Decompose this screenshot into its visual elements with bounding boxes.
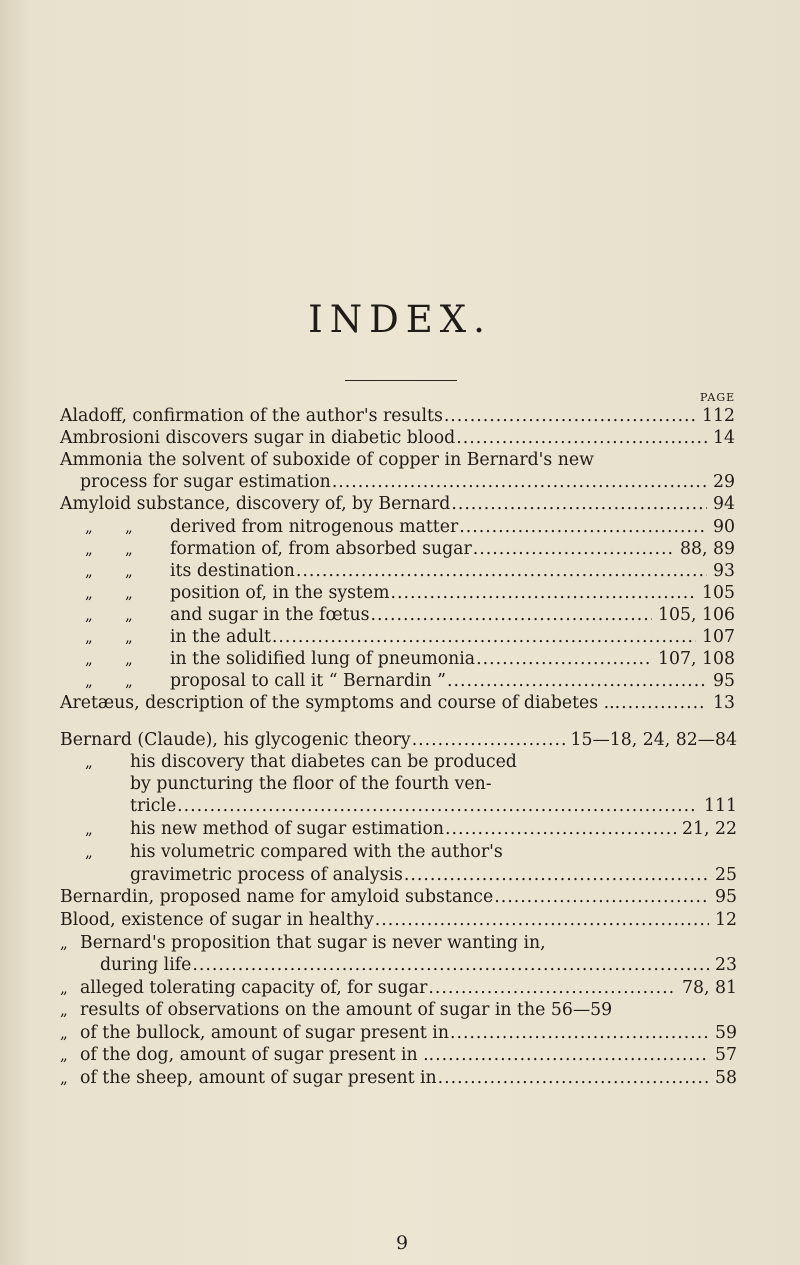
- entry-page-number: 107, 108: [658, 649, 735, 669]
- index-entry: [170, 560, 735, 582]
- dot-leader: [435, 1044, 709, 1066]
- dot-leader: [192, 954, 709, 976]
- index-entry: [60, 886, 737, 908]
- entry-text: in the solidified lung of pneumonia: [170, 649, 476, 669]
- entry-text: Bernardin, proposed name for amyloid substance: [60, 887, 494, 907]
- entry-text: during life: [100, 955, 192, 975]
- index-entry: [80, 1022, 737, 1044]
- ditto-mark: „: [85, 540, 93, 558]
- dot-leader: [621, 692, 707, 714]
- entry-text: Bernard (Claude), his glycogenic theory: [60, 730, 411, 750]
- ditto-mark: „: [85, 562, 93, 580]
- ditto-mark: „: [60, 1046, 68, 1064]
- ditto-mark: „: [85, 820, 93, 838]
- index-entry: [80, 999, 737, 1021]
- entry-text: results of observations on the amount of sugar in the 56—59: [80, 1000, 613, 1020]
- entry-page-number: 15—18, 24, 82—84: [570, 730, 737, 750]
- index-entry: [130, 795, 737, 817]
- dot-leader: [473, 538, 674, 560]
- entry-text: his discovery that diabetes can be produced: [130, 752, 517, 772]
- entry-text: Bernard's proposition that sugar is never wanting in,: [80, 933, 546, 953]
- index-entry: [80, 977, 737, 999]
- dot-leader: [494, 886, 709, 908]
- entry-page-number: 107: [702, 627, 735, 647]
- entry-text: alleged tolerating capacity of, for sugar: [80, 978, 428, 998]
- entry-page-number: 88, 89: [680, 539, 735, 559]
- index-entry: [80, 1067, 737, 1089]
- entry-text: by puncturing the floor of the fourth ven-: [130, 774, 492, 794]
- entry-text: of the bullock, amount of sugar present in: [80, 1023, 449, 1043]
- ditto-mark: „: [60, 1001, 68, 1019]
- index-entry: [170, 626, 735, 648]
- entry-text: in the adult: [170, 627, 271, 647]
- index-entry: [60, 692, 735, 714]
- ditto-mark: „: [125, 518, 133, 536]
- dot-leader: [375, 909, 709, 931]
- ditto-mark: „: [125, 584, 133, 602]
- entry-text: gravimetric process of analysis: [130, 865, 403, 885]
- entry-page-number: 58: [715, 1068, 737, 1088]
- ditto-mark: „: [85, 650, 93, 668]
- entry-page-number: 93: [713, 561, 735, 581]
- entry-text: proposal to call it “ Bernardin ”: [170, 671, 446, 691]
- entry-page-number: 90: [713, 517, 735, 537]
- entry-page-number: 112: [702, 406, 735, 426]
- ditto-mark: „: [125, 628, 133, 646]
- entry-text: tricle: [130, 796, 177, 816]
- dot-leader: [428, 977, 676, 999]
- ditto-mark: „: [125, 650, 133, 668]
- dot-leader: [451, 493, 707, 515]
- entry-text: his volumetric compared with the author's: [130, 842, 503, 862]
- index-entry: [60, 427, 735, 449]
- entry-page-number: 12: [715, 910, 737, 930]
- entry-page-number: 105, 106: [658, 605, 735, 625]
- dot-leader: [444, 405, 696, 427]
- entry-page-number: 95: [715, 887, 737, 907]
- index-entry: [60, 405, 735, 427]
- entry-page-number: 25: [715, 865, 737, 885]
- index-entry: [170, 670, 735, 692]
- entry-text: of the dog, amount of sugar present in ..: [80, 1045, 435, 1065]
- ditto-mark: „: [125, 606, 133, 624]
- ditto-mark: „: [85, 584, 93, 602]
- dot-leader: [272, 626, 696, 648]
- index-entry: [130, 773, 737, 795]
- entry-text: of the sheep, amount of sugar present in: [80, 1068, 437, 1088]
- dot-leader: [296, 560, 707, 582]
- entry-text: formation of, from absorbed sugar: [170, 539, 472, 559]
- ditto-mark: „: [85, 628, 93, 646]
- entry-text: Ambrosioni discovers sugar in diabetic blood: [60, 428, 456, 448]
- dot-leader: [332, 471, 707, 493]
- dot-leader: [438, 1067, 709, 1089]
- entry-page-number: 95: [713, 671, 735, 691]
- entry-page-number: 94: [713, 494, 735, 514]
- index-entry: [100, 954, 737, 976]
- index-entry: [170, 538, 735, 560]
- page-column-heading: PAGE: [700, 391, 736, 404]
- index-entry: [60, 729, 737, 751]
- entry-page-number: 59: [715, 1023, 737, 1043]
- index-entry: [170, 516, 735, 538]
- entry-text: process for sugar estimation: [80, 472, 331, 492]
- entry-text: position of, in the system: [170, 583, 390, 603]
- index-entry: [170, 604, 735, 626]
- index-entry: [170, 648, 735, 670]
- dot-leader: [476, 648, 652, 670]
- entry-page-number: 29: [713, 472, 735, 492]
- dot-leader: [391, 582, 696, 604]
- dot-leader: [177, 795, 698, 817]
- index-entry: [60, 449, 735, 471]
- index-entry: [130, 841, 737, 863]
- entry-page-number: 21, 22: [682, 819, 737, 839]
- title-rule: [345, 380, 457, 381]
- ditto-mark: „: [85, 753, 93, 771]
- entry-page-number: 78, 81: [682, 978, 737, 998]
- entry-text: derived from nitrogenous matter: [170, 517, 459, 537]
- entry-text: Ammonia the solvent of suboxide of copper in Bernard's new: [60, 450, 594, 470]
- ditto-mark: „: [125, 540, 133, 558]
- entry-text: his new method of sugar estimation: [130, 819, 444, 839]
- entry-text: and sugar in the fœtus: [170, 605, 370, 625]
- dot-leader: [404, 864, 709, 886]
- ditto-mark: „: [60, 934, 68, 952]
- dot-leader: [370, 604, 652, 626]
- dot-leader: [445, 818, 676, 840]
- ditto-mark: „: [125, 672, 133, 690]
- ditto-mark: „: [85, 518, 93, 536]
- entry-text: Blood, existence of sugar in healthy: [60, 910, 374, 930]
- index-entry: [80, 471, 735, 493]
- dot-leader: [412, 729, 565, 751]
- dot-leader: [456, 427, 707, 449]
- page-title: INDEX.: [308, 298, 492, 341]
- ditto-mark: „: [125, 562, 133, 580]
- index-entry: [130, 864, 737, 886]
- entry-page-number: 111: [704, 796, 737, 816]
- dot-leader: [459, 516, 707, 538]
- index-entry: [130, 818, 737, 840]
- entry-text: its destination: [170, 561, 295, 581]
- index-entry: [130, 751, 737, 773]
- ditto-mark: „: [60, 979, 68, 997]
- ditto-mark: „: [60, 1024, 68, 1042]
- index-entry: [80, 932, 737, 954]
- entry-text: Aretæus, description of the symptoms and course of diabetes ...: [60, 693, 621, 713]
- ditto-mark: „: [85, 606, 93, 624]
- index-entry: [60, 909, 737, 931]
- entry-page-number: 14: [713, 428, 735, 448]
- entry-text: Amyloid substance, discovery of, by Bernard: [60, 494, 451, 514]
- dot-leader: [450, 1022, 709, 1044]
- entry-page-number: 13: [713, 693, 735, 713]
- entry-text: Aladoff, confirmation of the author's results: [60, 406, 443, 426]
- index-entry: [80, 1044, 737, 1066]
- ditto-mark: „: [60, 1069, 68, 1087]
- entry-page-number: 105: [702, 583, 735, 603]
- page-number: 9: [396, 1232, 409, 1254]
- index-entry: [60, 493, 735, 515]
- ditto-mark: „: [85, 843, 93, 861]
- entry-page-number: 23: [715, 955, 737, 975]
- index-entry: [170, 582, 735, 604]
- dot-leader: [447, 670, 707, 692]
- ditto-mark: „: [85, 672, 93, 690]
- entry-page-number: 57: [715, 1045, 737, 1065]
